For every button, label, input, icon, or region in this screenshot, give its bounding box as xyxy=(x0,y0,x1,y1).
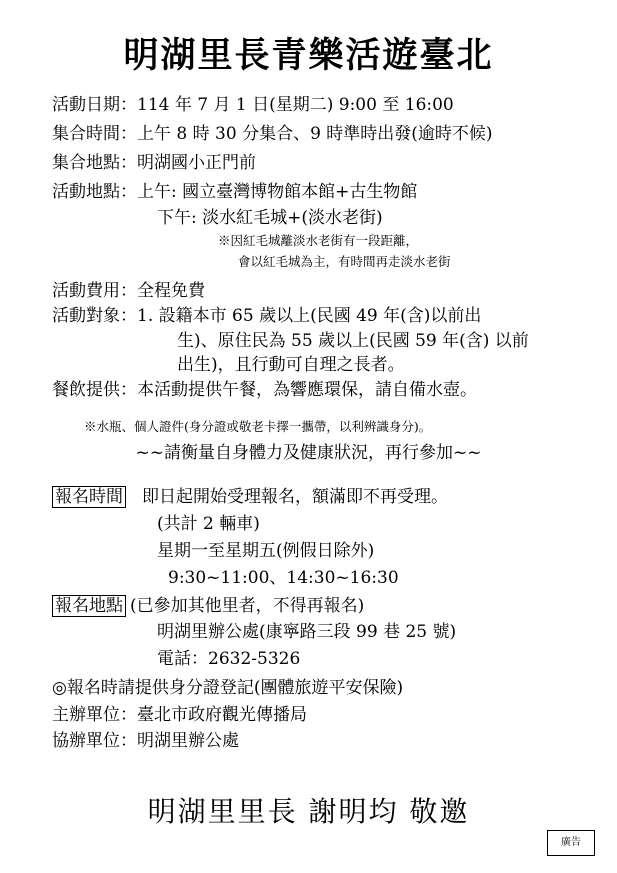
registration-time-line1: 即日起開始受理報名，額滿即不再受理。 xyxy=(142,487,448,507)
fee-value: 全程免費 xyxy=(137,281,205,301)
organizer-label: 主辦單位： xyxy=(52,705,137,725)
meal-value: 本活動提供午餐，為響應環保，請自備水壺。 xyxy=(137,380,477,400)
assembly-place-row xyxy=(52,153,256,173)
registration-time-label: 報名時間 xyxy=(52,486,126,508)
assembly-time-label: 集合時間： xyxy=(52,124,137,144)
venue-label: 活動地點： xyxy=(52,182,137,202)
venue-note-line2: 會以紅毛城為主，有時間再走淡水老街 xyxy=(238,254,451,269)
date-value: 114 年 7 月 1 日(星期二) 9:00 至 16:00 xyxy=(137,95,454,115)
fee-row xyxy=(52,281,205,301)
date-label: 活動日期： xyxy=(52,95,137,115)
meal-row xyxy=(52,380,477,400)
ad-label-box: 廣告 xyxy=(547,830,595,856)
registration-time-line4: 9:30~11:00、14:30~16:30 xyxy=(168,568,399,588)
venue-note-line1: ※因紅毛城離淡水老街有一段距離， xyxy=(218,233,419,248)
assembly-time-value: 上午 8 時 30 分集合、9 時準時出發(逾時不候) xyxy=(137,124,493,144)
fee-label: 活動費用： xyxy=(52,281,137,301)
id-note: ◎報名時請提供身分證登記(團體旅遊平安保險) xyxy=(52,678,404,698)
registration-place-line1: (已參加其他里者，不得再報名) xyxy=(130,596,365,616)
venue-afternoon: 下午: 淡水紅毛城+(淡水老街) xyxy=(157,208,383,228)
organizer-value: 臺北市政府觀光傳播局 xyxy=(137,705,307,725)
registration-time-line3: 星期一至星期五(例假日除外) xyxy=(157,541,375,561)
health-notice: ~~請衡量自身體力及健康狀況，再行參加~~ xyxy=(135,443,482,463)
registration-time-line2: (共計 2 輛車) xyxy=(157,514,260,534)
assembly-place-label: 集合地點： xyxy=(52,153,137,173)
registration-place-label: 報名地點 xyxy=(52,595,126,617)
registration-phone: 電話：2632-5326 xyxy=(157,649,301,669)
co-organizer-label: 協辦單位： xyxy=(52,731,137,751)
documents-reminder: ※水瓶、個人證件(身分證或敬老卡擇一攜帶，以利辨識身分)。 xyxy=(84,419,432,434)
date-row xyxy=(52,95,454,115)
flyer-title: 明湖里長青樂活遊臺北 xyxy=(123,36,494,76)
meal-label: 餐飲提供： xyxy=(52,380,137,400)
target-row xyxy=(52,306,481,326)
assembly-place-value: 明湖國小正門前 xyxy=(137,153,256,173)
target-line2: 生)、原住民為 55 歲以上(民國 59 年(含) 以前 xyxy=(177,331,529,351)
registration-time-row xyxy=(52,487,448,507)
signature: 明湖里里長 謝明均 敬邀 xyxy=(147,795,470,828)
target-line3: 出生)，且行動可自理之長者。 xyxy=(177,355,405,375)
target-label: 活動對象： xyxy=(52,306,137,326)
organizer-row xyxy=(52,705,307,725)
assembly-time-row xyxy=(52,124,493,144)
co-organizer-row xyxy=(52,731,239,751)
registration-place-row xyxy=(52,596,364,616)
target-line1: 1. 設籍本市 65 歲以上(民國 49 年(含)以前出 xyxy=(137,306,482,326)
venue-morning: 上午: 國立臺灣博物館本館+古生物館 xyxy=(137,182,418,202)
co-organizer-value: 明湖里辦公處 xyxy=(137,731,239,751)
venue-row xyxy=(52,182,417,202)
registration-place-line2: 明湖里辦公處(康寧路三段 99 巷 25 號) xyxy=(157,622,457,642)
